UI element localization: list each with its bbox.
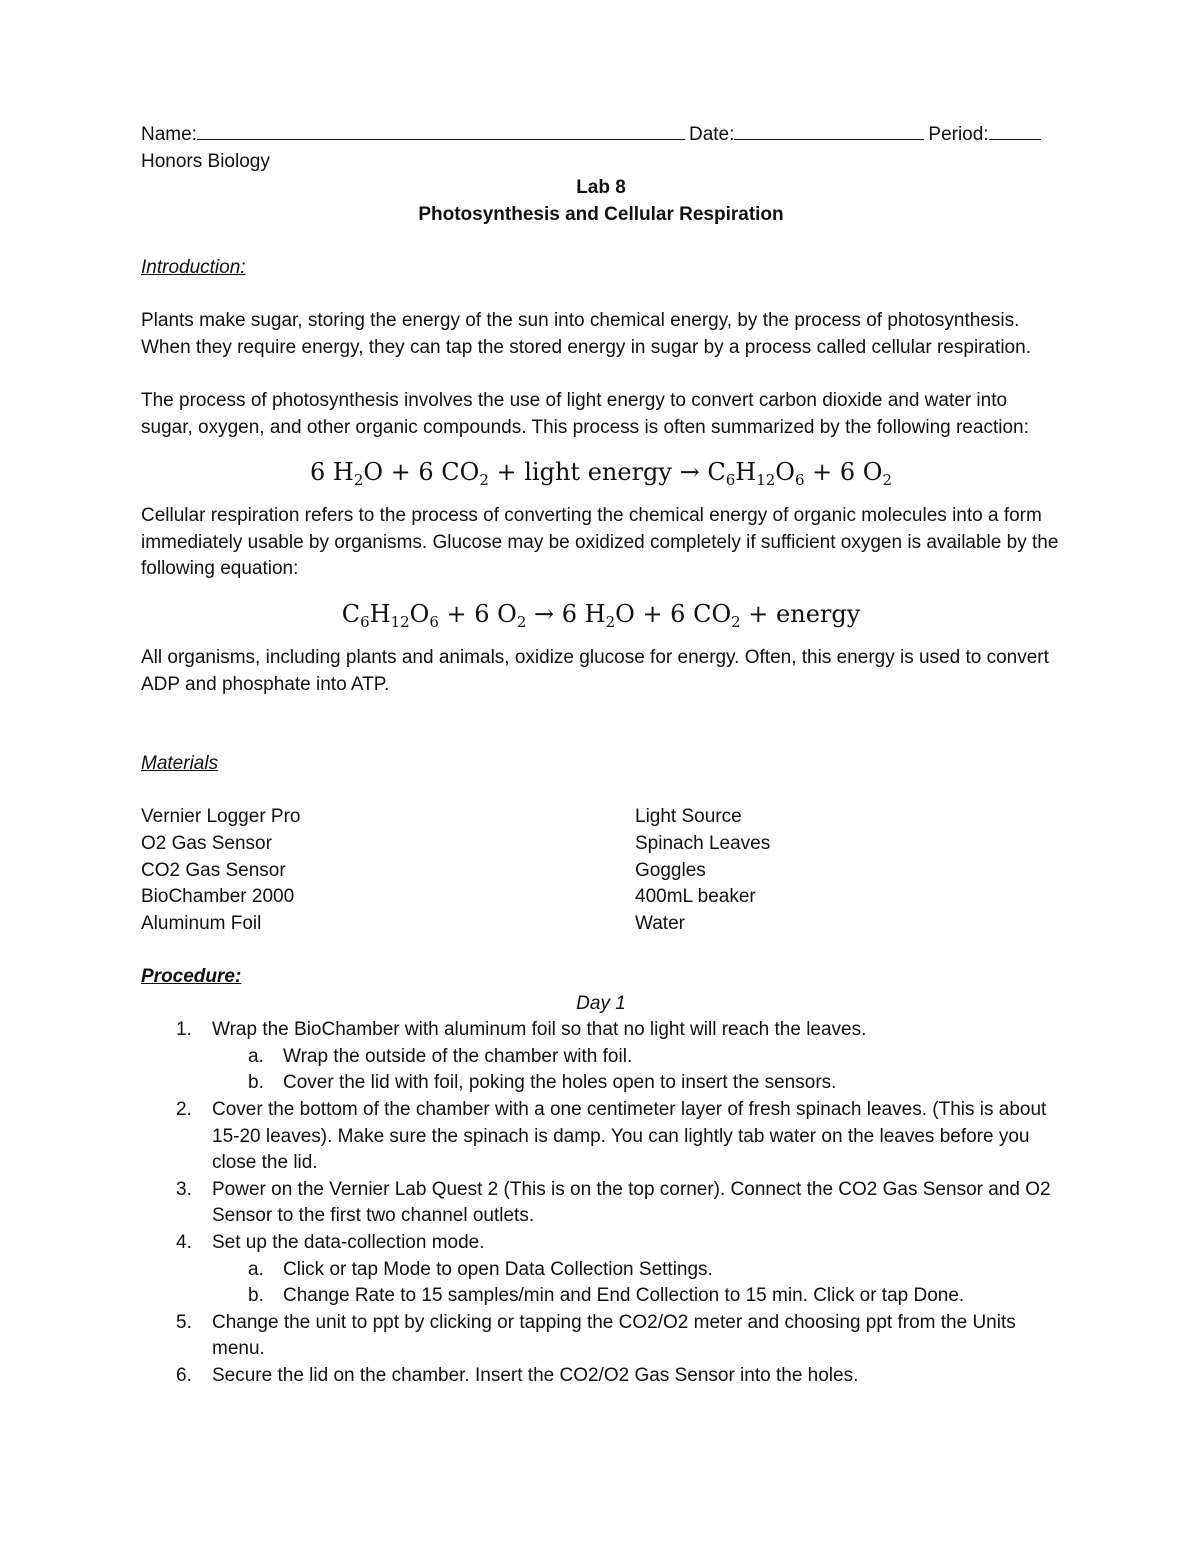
material-item: Water xyxy=(635,912,685,934)
lab-title: Photosynthesis and Cellular Respiration xyxy=(418,203,784,225)
header-line xyxy=(141,121,1061,149)
procedure-heading: Procedure: xyxy=(141,966,242,988)
material-item: BioChamber 2000 xyxy=(141,886,295,908)
name-label: Name: xyxy=(141,124,197,145)
sub-steps xyxy=(212,1044,1061,1097)
material-item: Goggles xyxy=(635,859,706,881)
day-heading: Day 1 xyxy=(576,992,626,1014)
procedure-step: 3. Power on the Vernier Lab Quest 2 (This is on the top corner). Connect the CO2 Gas Sensor and O2 Sensor to the first two channel outlets. xyxy=(176,1178,1051,1227)
intro-paragraph-1: Plants make sugar, storing the energy of the sun into chemical energy, by the process of photosynthesis. When they require energy, they can tap the stored energy in sugar by a process called cellular respiration. xyxy=(141,310,1031,358)
sub-step: b. Change Rate to 15 samples/min and End Collection to 15 min. Click or tap Done. xyxy=(248,1285,965,1307)
sub-step: a. Wrap the outside of the chamber with foil. xyxy=(248,1045,633,1067)
material-item: Vernier Logger Pro xyxy=(141,806,301,828)
procedure-step: 1. Wrap the BioChamber with aluminum foil so that no light will reach the leaves. a. Wrap the outside of the chamber with foil. b. Cover the lid with foil, poking the holes open to insert the sensors. xyxy=(141,1017,1061,1097)
intro-paragraph-4: All organisms, including plants and animals, oxidize glucose for energy. Often, this energy is used to convert ADP and phosphate into ATP. xyxy=(141,646,1049,695)
materials-left-column xyxy=(141,804,635,937)
material-item: Spinach Leaves xyxy=(635,833,771,855)
course-name: Honors Biology xyxy=(141,150,270,172)
sub-steps xyxy=(212,1257,1061,1310)
date-label: Date: xyxy=(688,124,735,145)
materials-list xyxy=(141,804,1061,937)
introduction-heading: Introduction: xyxy=(141,256,246,278)
material-item: 400mL beaker xyxy=(635,886,756,908)
respiration-equation: $C_6H_{12}O_6 + 6$ $O_2 \to 6$ $H_2O + 6$ $CO_2$ + energy xyxy=(341,599,861,631)
material-item: Aluminum Foil xyxy=(141,912,262,934)
period-blank xyxy=(989,121,1041,140)
materials-right-column xyxy=(635,804,1055,937)
name-blank xyxy=(197,121,685,140)
sub-step: b. Cover the lid with foil, poking the holes open to insert the sensors. xyxy=(248,1072,837,1094)
document-content xyxy=(141,121,1061,1390)
procedure-step: 5. Change the unit to ppt by clicking or tapping the CO2/O2 meter and choosing ppt from the Units menu. xyxy=(176,1311,1016,1360)
procedure-steps xyxy=(141,1017,1061,1389)
material-item: CO2 Gas Sensor xyxy=(141,859,286,881)
photosynthesis-equation: 6 $H_2O + 6$ $CO_2$ + light energy → $C_6H_{12}O_6 + 6$ $O_2$ xyxy=(309,458,893,490)
sub-step: a. Click or tap Mode to open Data Collection Settings. xyxy=(248,1258,713,1280)
intro-paragraph-2: The process of photosynthesis involves the use of light energy to convert carbon dioxide and water into sugar, oxygen, and other organic compounds. This process is often summarized by the following reaction: xyxy=(141,389,1029,438)
material-item: Light Source xyxy=(635,806,742,828)
materials-heading: Materials xyxy=(141,753,219,775)
material-item: O2 Gas Sensor xyxy=(141,833,272,855)
date-blank xyxy=(734,121,924,140)
lab-number: Lab 8 xyxy=(576,177,626,199)
procedure-step: 2. Cover the bottom of the chamber with a one centimeter layer of fresh spinach leaves. (This is about 15-20 leaves). Make sure the spinach is damp. You can lightly tab water on the leaves before you close the lid. xyxy=(176,1099,1047,1174)
procedure-step: 4. Set up the data-collection mode. a. Click or tap Mode to open Data Collection Settings. b. Change Rate to 15 samples/min and End Collection to 15 min. Click or tap Done. xyxy=(141,1230,1061,1310)
intro-paragraph-3: Cellular respiration refers to the process of converting the chemical energy of organic molecules into a form immediately usable by organisms. Glucose may be oxidized completely if sufficient oxygen is available by the following equation: xyxy=(141,505,1059,580)
period-label: Period: xyxy=(928,124,989,145)
procedure-step: 6. Secure the lid on the chamber. Insert the CO2/O2 Gas Sensor into the holes. xyxy=(176,1364,859,1386)
